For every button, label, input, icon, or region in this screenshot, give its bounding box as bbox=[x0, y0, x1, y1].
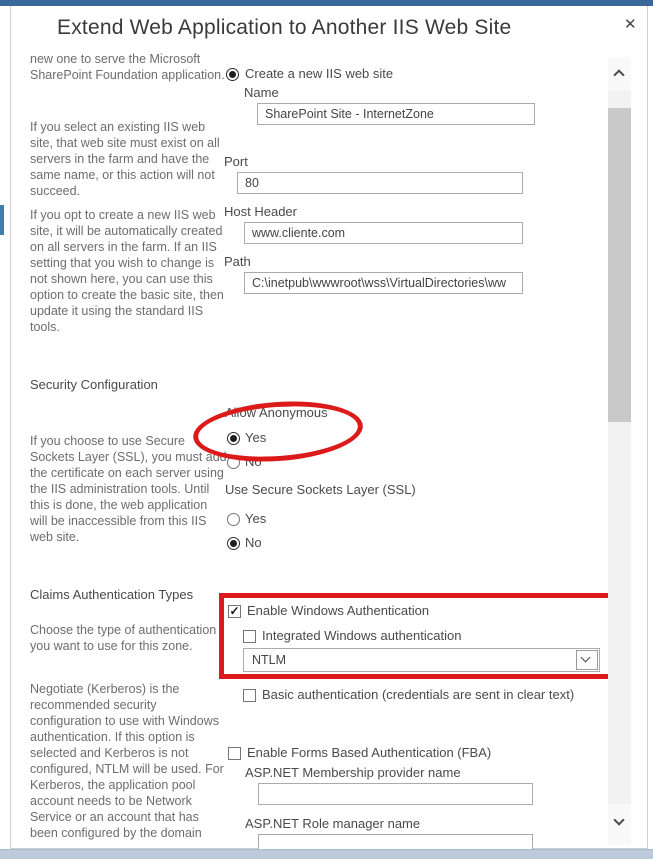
chevron-down-icon bbox=[613, 814, 624, 825]
dropdown-button[interactable] bbox=[576, 650, 598, 670]
use-ssl-yes-radio[interactable] bbox=[227, 513, 240, 526]
allow-anonymous-no-label[interactable]: No bbox=[245, 454, 262, 469]
enable-fba-checkbox[interactable] bbox=[228, 747, 241, 760]
port-input[interactable] bbox=[237, 172, 523, 194]
auth-method-value: NTLM bbox=[252, 653, 287, 667]
path-label: Path bbox=[224, 254, 251, 269]
create-new-site-radio[interactable] bbox=[226, 68, 239, 81]
kerberos-paragraph: Negotiate (Kerberos) is the recommended security configuration to use with Windows authentication. If this option is selected and Kerberos is not configured, NTLM will be used. For Kerberos, the application pool account needs to be Network Service or an account that has been configured by the domain bbox=[30, 682, 224, 840]
enable-windows-auth-label[interactable]: Enable Windows Authentication bbox=[247, 603, 430, 618]
allow-anonymous-yes-label[interactable]: Yes bbox=[245, 430, 267, 445]
port-label: Port bbox=[224, 154, 248, 169]
name-input[interactable] bbox=[257, 103, 535, 125]
integrated-windows-auth-label[interactable]: Integrated Windows authentication bbox=[262, 628, 462, 643]
allow-anonymous-no-radio[interactable] bbox=[227, 456, 240, 469]
allow-anonymous-label: Allow Anonymous bbox=[225, 405, 328, 420]
name-label: Name bbox=[244, 85, 279, 100]
use-ssl-no-label[interactable]: No bbox=[245, 535, 262, 550]
basic-auth-label[interactable]: Basic authentication (credentials are sent in clear text) bbox=[262, 687, 575, 702]
scrollbar-down-button[interactable] bbox=[608, 804, 631, 845]
membership-provider-label: ASP.NET Membership provider name bbox=[245, 765, 461, 780]
ssl-paragraph: If you choose to use Secure Sockets Layer (SSL), you must add the certificate on each server using the IIS administration tools. Until this is done, the web application will be inaccessible from this IIS web site. bbox=[30, 434, 227, 544]
auth-method-dropdown[interactable] bbox=[243, 648, 600, 672]
page-edge-accent bbox=[0, 205, 4, 235]
chevron-up-icon bbox=[613, 69, 624, 80]
scrollbar-up-button[interactable] bbox=[608, 57, 631, 91]
use-ssl-label: Use Secure Sockets Layer (SSL) bbox=[225, 482, 416, 497]
host-header-input[interactable] bbox=[244, 222, 523, 244]
intro-paragraph: new one to serve the Microsoft SharePoint Foundation application. bbox=[30, 52, 225, 82]
create-new-site-label[interactable]: Create a new IIS web site bbox=[245, 66, 394, 81]
role-manager-label: ASP.NET Role manager name bbox=[245, 816, 421, 831]
new-site-paragraph: If you opt to create a new IIS web site, it will be automatically created on all servers in the farm. If an IIS setting that you wish to change is not shown here, you can use this option to create the basic site, then update it using the standard IIS tools. bbox=[30, 208, 224, 334]
host-header-label: Host Header bbox=[224, 204, 297, 219]
security-config-heading: Security Configuration bbox=[30, 377, 158, 392]
allow-anonymous-yes-radio[interactable] bbox=[227, 432, 240, 445]
enable-windows-auth-checkbox[interactable]: ✓ bbox=[229, 604, 240, 618]
claims-intro-paragraph: Choose the type of authentication you want to use for this zone. bbox=[30, 623, 217, 653]
existing-site-paragraph: If you select an existing IIS web site, that web site must exist on all servers in the farm and have the same name, or this action will not succeed. bbox=[30, 120, 220, 198]
close-icon[interactable]: ✕ bbox=[624, 16, 637, 33]
use-ssl-no-radio[interactable] bbox=[227, 537, 240, 550]
chevron-down-icon bbox=[581, 653, 591, 663]
path-input[interactable] bbox=[244, 272, 523, 294]
claims-auth-heading: Claims Authentication Types bbox=[30, 587, 194, 602]
scrollbar-thumb[interactable] bbox=[608, 108, 631, 422]
dialog-bottom-edge bbox=[0, 849, 653, 859]
enable-fba-label[interactable]: Enable Forms Based Authentication (FBA) bbox=[247, 745, 492, 760]
membership-provider-input[interactable] bbox=[258, 783, 533, 805]
use-ssl-yes-label[interactable]: Yes bbox=[245, 511, 267, 526]
basic-auth-checkbox[interactable] bbox=[243, 689, 256, 702]
dialog-title: Extend Web Application to Another IIS Web Site bbox=[57, 16, 512, 39]
integrated-windows-auth-checkbox[interactable] bbox=[243, 630, 256, 643]
